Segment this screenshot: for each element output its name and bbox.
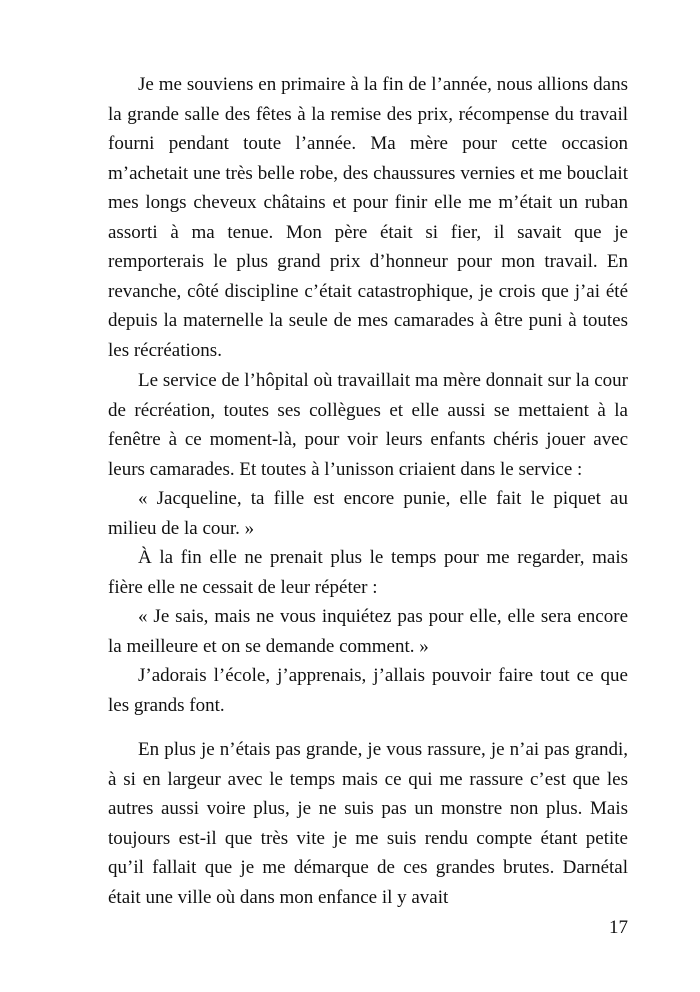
text-section-3 (108, 735, 628, 912)
paragraph-5: « Je sais, mais ne vous inquiétez pas pour elle, elle sera encore la meilleure et on se demande comment. » (108, 606, 628, 657)
paragraph-7: En plus je n’étais pas grande, je vous rassure, je n’ai pas grandi, à si en largeur avec le temps mais ce qui me rassure c’est que les autres aussi voire plus, je ne suis pas un monstre non plus. Mais toujours est-il que très vite je me suis rendu compte étant petite qu’il fallait que je me démarque de ces grandes brutes. Darnétal était une ville où dans mon enfance il y avait (108, 739, 628, 908)
paragraph-6: J’adorais l’école, j’apprenais, j’allais pouvoir faire tout ce que les grands font. (108, 665, 628, 716)
text-section-1 (108, 70, 628, 365)
page-number: 17 (609, 917, 628, 938)
paragraph-4: À la fin elle ne prenait plus le temps pour me regarder, mais fière elle ne cessait de leur répéter : (108, 547, 628, 598)
text-section-2 (108, 366, 628, 720)
paragraph-2: Le service de l’hôpital où travaillait ma mère donnait sur la cour de récréation, toutes ses collègues et elle aussi se mettaient à la fenêtre à ce moment-là, pour voir leurs enfants chéris jouer avec leurs camarades. Et toutes à l’unisson criaient dans le service : (108, 370, 628, 480)
paragraph-1: Je me souviens en primaire à la fin de l’année, nous allions dans la grande salle des fêtes à la remise des prix, récompense du travail fourni pendant toute l’année. Ma mère pour cette occasion m’achetait une très belle robe, des chaussures vernies et me bouclait mes longs cheveux châtains et pour finir elle me m’était un ruban assorti à ma tenue. Mon père était si fier, il savait que je remporterais le plus grand prix d’honneur pour mon travail. En revanche, côté discipline c’était catastrophique, je crois que j’ai été depuis la maternelle la seule de mes camarades à être puni à toutes les récréations. (108, 74, 628, 361)
paragraph-3: « Jacqueline, ta fille est encore punie, elle fait le piquet au milieu de la cour. » (108, 488, 628, 539)
